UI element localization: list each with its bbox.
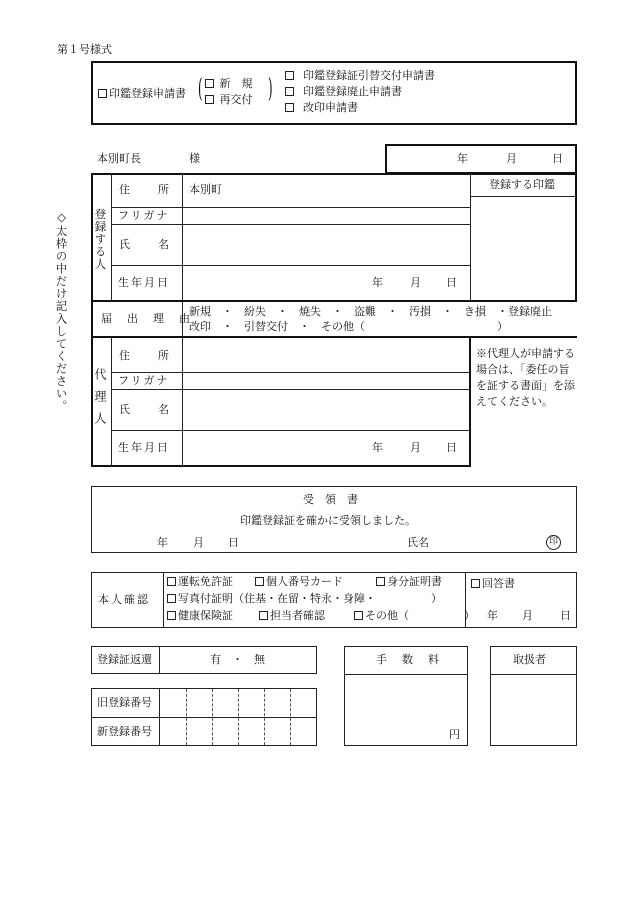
checkbox[interactable] <box>98 89 107 98</box>
divider <box>163 572 164 628</box>
date-year: 年 <box>457 152 468 165</box>
reason-options-line1[interactable]: 新規 ・ 紛失 ・ 焼失 ・ 盗難 ・ 汚損 ・ き損 ・登録廃止 <box>189 305 552 318</box>
agent-address-label: 住 所 <box>119 349 171 362</box>
form-number: 第１号様式 <box>57 43 112 56</box>
id-staff-confirmation[interactable]: 担当者確認 <box>259 610 325 622</box>
checkbox[interactable] <box>255 577 264 586</box>
agent-address-field[interactable] <box>183 339 469 372</box>
date-day: 日 <box>552 152 563 165</box>
receipt-name-label: 氏名 <box>407 536 429 549</box>
registrant-name-label: 氏 名 <box>119 238 171 251</box>
old-registration-number-label: 旧登録番号 <box>97 696 152 709</box>
checkbox[interactable] <box>285 103 294 112</box>
checkbox[interactable] <box>167 611 176 620</box>
receipt-year: 年 <box>157 536 168 549</box>
registrant-group-label: 登録する人 <box>93 208 108 271</box>
checkbox[interactable] <box>167 594 176 603</box>
checkbox[interactable] <box>354 611 363 620</box>
side-note: ◇太枠の中だけ記入してください。 <box>54 210 69 413</box>
option-new[interactable]: 新 規 <box>205 78 253 90</box>
id-photo-certificate[interactable]: 写真付証明（住基・在留・特永・身障・ ） <box>167 593 442 605</box>
application-date-field[interactable] <box>385 144 577 174</box>
frame-agent-right-border <box>469 336 471 467</box>
checkbox[interactable] <box>376 577 385 586</box>
receipt-name-field[interactable] <box>435 534 543 551</box>
id-other[interactable]: その他（ ） <box>354 610 475 622</box>
fee-unit: 円 <box>449 728 460 741</box>
agent-furigana-field[interactable] <box>183 373 469 389</box>
divider <box>159 646 160 674</box>
right-bracket-icon: ) <box>268 74 273 104</box>
checkbox[interactable] <box>167 577 176 586</box>
agent-dob-month: 月 <box>410 441 421 454</box>
frame-right-border <box>575 173 577 301</box>
seal-mark-icon: 印 <box>546 535 561 550</box>
registrant-dob-field[interactable] <box>183 266 469 300</box>
registrant-dob-label: 生年月日 <box>118 276 170 289</box>
handler-label: 取扱者 <box>513 653 546 666</box>
id-identity-certificate[interactable]: 身分証明書 <box>376 576 442 588</box>
agent-dob-label: 生年月日 <box>118 441 170 454</box>
registrant-dob-day: 日 <box>446 276 457 289</box>
divider <box>91 336 577 338</box>
divider <box>111 174 112 300</box>
new-registration-number-label: 新登録番号 <box>97 725 152 738</box>
receipt-day: 日 <box>228 536 239 549</box>
checkbox[interactable] <box>471 579 480 588</box>
seal-registration-application-label: 印鑑登録申請書 <box>109 87 186 100</box>
agent-dob-field[interactable] <box>183 431 469 465</box>
new-registration-number-field[interactable] <box>160 718 316 745</box>
checkbox[interactable] <box>285 87 294 96</box>
option-seal-change[interactable]: 改印申請書 <box>285 102 358 114</box>
checkbox[interactable] <box>205 79 214 88</box>
id-drivers-license[interactable]: 運転免許証 <box>167 576 233 588</box>
checkbox[interactable] <box>285 71 294 80</box>
agent-group-label: 代理人 <box>93 368 107 434</box>
identity-day: 日 <box>560 609 571 622</box>
receipt-title: 受 領 書 <box>303 493 358 506</box>
frame-bottom-border <box>91 465 471 467</box>
receipt-statement: 印鑑登録証を確かに受領しました。 <box>240 514 416 527</box>
old-registration-number-field[interactable] <box>160 689 316 717</box>
registrant-furigana-label: フリガナ <box>118 209 170 222</box>
certificate-return-label: 登録証返還 <box>97 653 152 666</box>
fee-label: 手 数 料 <box>376 653 441 666</box>
registrant-name-field[interactable] <box>183 225 469 265</box>
agent-name-label: 氏 名 <box>119 403 171 416</box>
id-mynumber-card[interactable]: 個人番号カード <box>255 576 343 588</box>
date-month: 月 <box>506 152 517 165</box>
registrant-furigana-field[interactable] <box>183 208 469 224</box>
id-health-insurance[interactable]: 健康保険証 <box>167 610 233 622</box>
option-registration-abolition[interactable]: 印鑑登録廃止申請書 <box>285 86 402 98</box>
identity-year: 年 <box>487 609 498 622</box>
checkbox[interactable] <box>259 611 268 620</box>
identity-month: 月 <box>522 609 533 622</box>
agent-note: ※代理人が申請する場合は、「委任の旨を証する書面」を添えてください。 <box>476 347 575 408</box>
handler-field[interactable] <box>491 675 576 745</box>
honorific-label: 様 <box>189 152 200 165</box>
divider <box>111 338 112 466</box>
answer-document-option[interactable]: 回答書 <box>471 578 515 590</box>
agent-name-field[interactable] <box>183 390 469 430</box>
seal-registration-application-option[interactable] <box>98 88 186 100</box>
receipt-month: 月 <box>193 536 204 549</box>
seal-label: 登録する印鑑 <box>489 178 555 191</box>
agent-dob-year: 年 <box>372 441 383 454</box>
option-reissue[interactable]: 再交付 <box>205 94 253 106</box>
registrant-dob-month: 月 <box>410 276 421 289</box>
mayor-label: 本別町長 <box>97 152 141 165</box>
registrant-dob-year: 年 <box>372 276 383 289</box>
seal-impression-area[interactable] <box>471 197 575 300</box>
option-certificate-exchange[interactable]: 印鑑登録証引替交付申請書 <box>285 70 435 82</box>
checkbox[interactable] <box>205 95 214 104</box>
reason-options-line2[interactable]: 改印 ・ 引替交付 ・ その他（ ） <box>189 320 508 333</box>
agent-furigana-label: フリガナ <box>118 374 170 387</box>
frame-top-border <box>91 173 577 175</box>
identity-label: 本人確認 <box>98 593 150 606</box>
agent-dob-day: 日 <box>446 441 457 454</box>
reason-label: 届 出 理 由 <box>101 312 192 325</box>
registrant-address-field[interactable]: 本別町 <box>189 183 222 196</box>
divider <box>91 300 577 302</box>
registrant-address-label: 住 所 <box>119 183 171 196</box>
left-bracket-icon: ( <box>198 74 203 104</box>
certificate-return-options[interactable]: 有 ・ 無 <box>210 653 265 666</box>
